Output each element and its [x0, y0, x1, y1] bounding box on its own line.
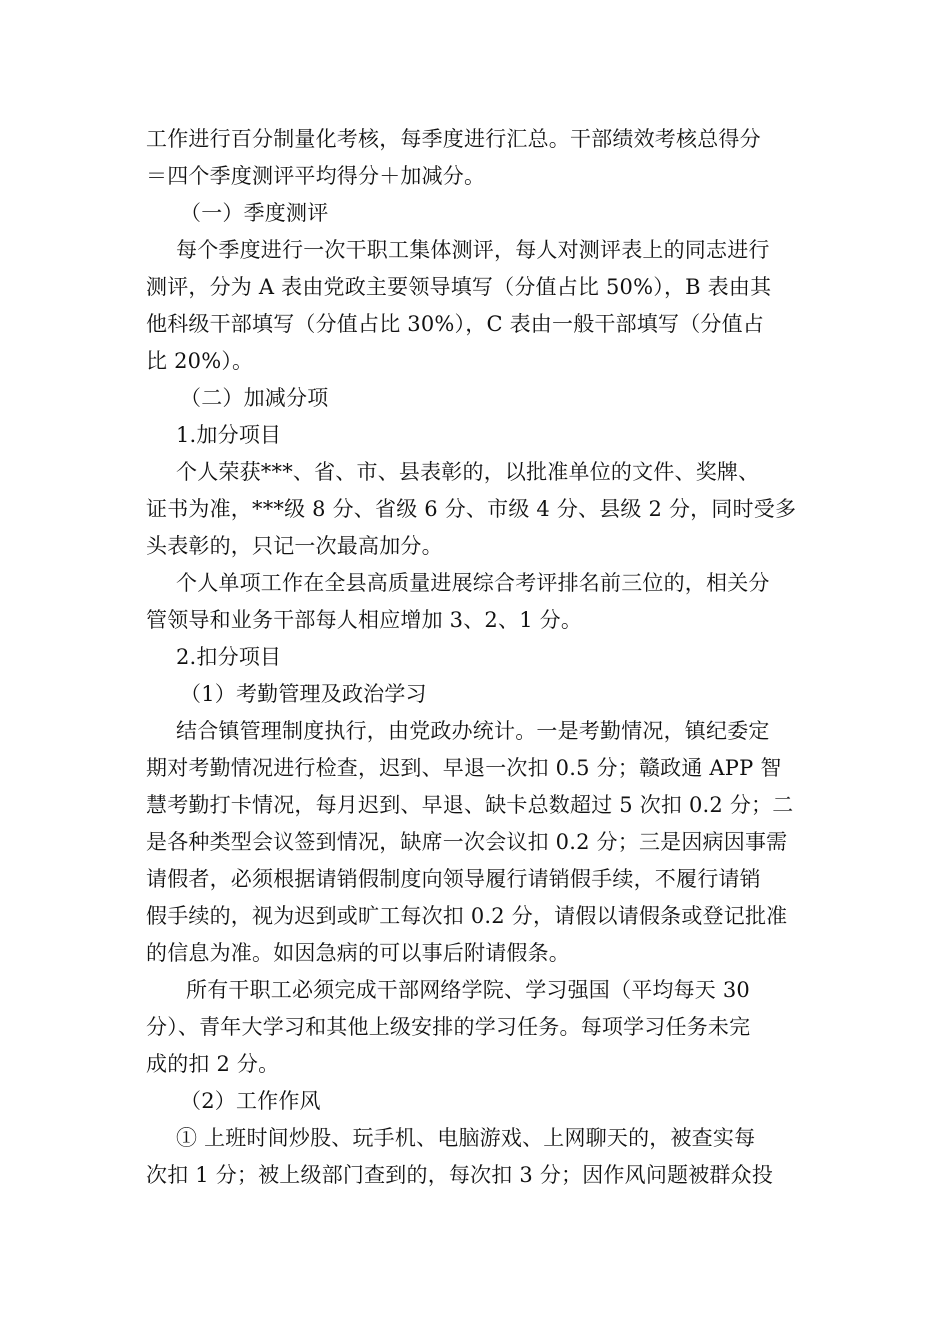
body-text-line: 管领导和业务干部每人相应增加 3、2、1 分。	[146, 608, 583, 632]
paragraph-start-line: 每个季度进行一次干职工集体测评，每人对测评表上的同志进行	[176, 238, 770, 262]
body-text-line: 次扣 1 分；被上级部门查到的，每次扣 3 分；因作风问题被群众投	[146, 1163, 774, 1187]
subsection-heading: 1.加分项目	[176, 423, 282, 447]
body-text-line: ＝四个季度测评平均得分＋加减分。	[146, 164, 486, 188]
body-text-line: 分）、青年大学习和其他上级安排的学习任务。每项学习任务未完	[146, 1015, 751, 1039]
paragraph-start-line: 结合镇管理制度执行，由党政办统计。一是考勤情况，镇纪委定	[176, 719, 770, 743]
body-text-line: 成的扣 2 分。	[146, 1052, 280, 1076]
body-text-line: 请假者，必须根据请销假制度向领导履行请销假手续，不履行请销	[146, 867, 761, 891]
body-text-line: 是各种类型会议签到情况，缺席一次会议扣 0.2 分；三是因病因事需	[146, 830, 788, 854]
body-text-line: 工作进行百分制量化考核，每季度进行汇总。干部绩效考核总得分	[146, 127, 761, 151]
item-heading: （2）工作作风	[180, 1089, 321, 1113]
body-text-line: 的信息为准。如因急病的可以事后附请假条。	[146, 941, 570, 965]
body-text-line: 比 20%）。	[146, 349, 254, 373]
body-text-line: 期对考勤情况进行检查，迟到、早退一次扣 0.5 分；赣政通 APP 智	[146, 756, 782, 780]
section-heading: （一）季度测评	[180, 201, 329, 225]
body-text-line: 头表彰的，只记一次最高加分。	[146, 534, 443, 558]
body-text-line: 他科级干部填写（分值占比 30%），C 表由一般干部填写（分值占	[146, 312, 764, 336]
body-text-line: 假手续的，视为迟到或旷工每次扣 0.2 分，请假以请假条或登记批准	[146, 904, 788, 928]
body-text-line: 测评，分为 A 表由党政主要领导填写（分值占比 50%），B 表由其	[146, 275, 772, 299]
section-heading: （二）加减分项	[180, 386, 329, 410]
paragraph-start-line: 个人荣获***、省、市、县表彰的，以批准单位的文件、奖牌、	[176, 460, 760, 484]
paragraph-start-line: 所有干职工必须完成干部网络学院、学习强国（平均每天 30	[186, 978, 750, 1002]
body-text-line: 证书为准，***级 8 分、省级 6 分、市级 4 分、县级 2 分，同时受多	[146, 497, 797, 521]
paragraph-start-line: ① 上班时间炒股、玩手机、电脑游戏、上网聊天的，被查实每	[176, 1126, 756, 1150]
paragraph-start-line: 个人单项工作在全县高质量进展综合考评排名前三位的，相关分	[176, 571, 770, 595]
subsection-heading: 2.扣分项目	[176, 645, 282, 669]
item-heading: （1）考勤管理及政治学习	[180, 682, 427, 706]
body-text-line: 慧考勤打卡情况，每月迟到、早退、缺卡总数超过 5 次扣 0.2 分；二	[146, 793, 794, 817]
